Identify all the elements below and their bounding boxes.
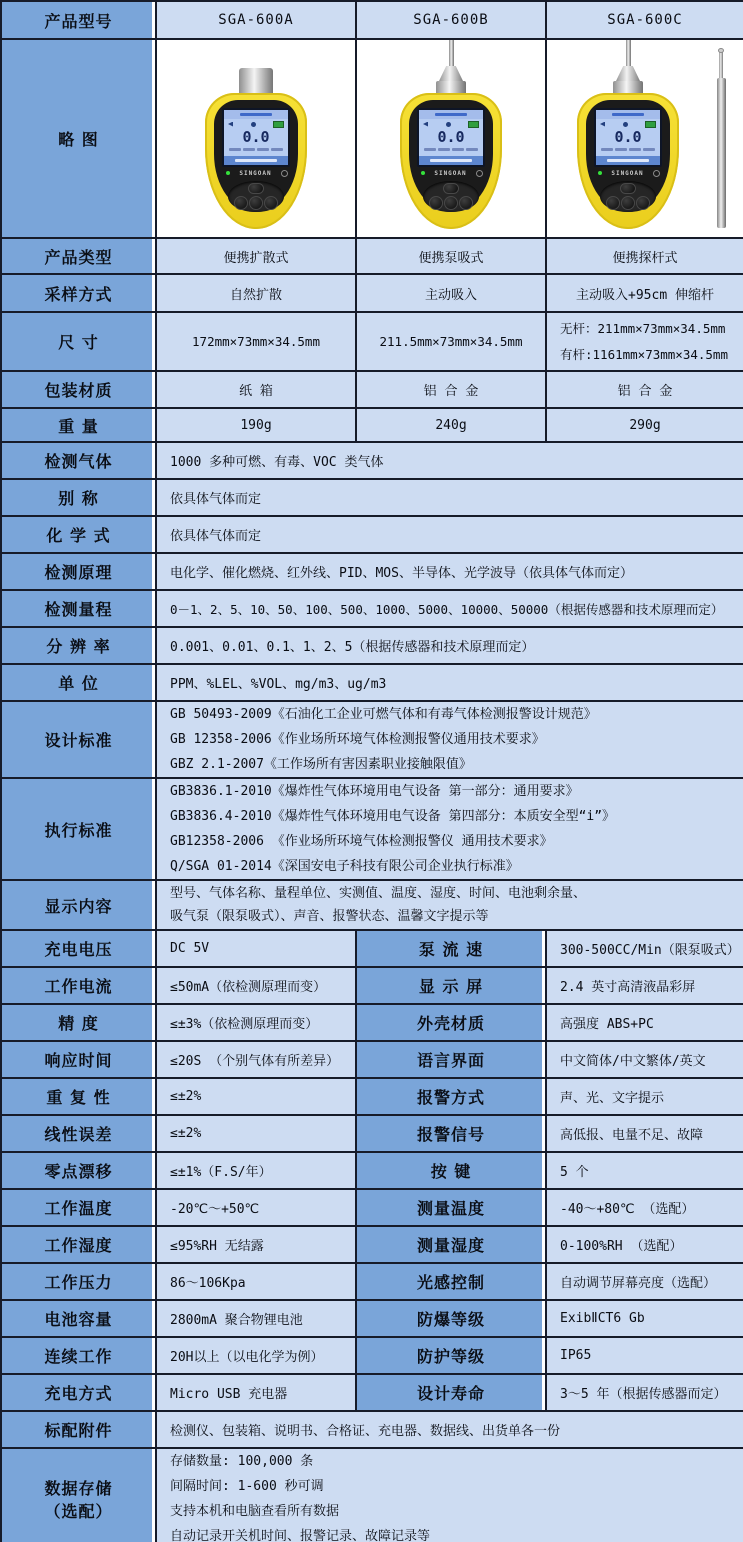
value-weight-c: 290g [546,408,743,442]
device-a-wrap [157,40,355,237]
device-b-wrap [357,40,545,237]
value-alarm-method: 声、光、文字提示 [546,1078,743,1115]
menu-button-icon [443,183,459,194]
value-sampling-c: 主动吸入+95cm 伸缩杆 [546,274,743,312]
model-name-sga-600a: SGA-600A [156,1,356,39]
table-row [1,1263,743,1300]
label-detection-principle: 检测原理 [1,553,156,590]
label-product-type: 产品类型 [1,238,156,274]
value-measure-temperature: -40～+80℃ （选配） [546,1189,743,1226]
label-linearity-error: 线性误差 [1,1115,156,1152]
value-protection-grade: IP65 [546,1337,743,1374]
lcd-screen [594,108,662,167]
right-button-icon [636,196,650,210]
value-exec-standard [156,778,743,880]
dimensions-c-line2: 有杆:1161mm×73mm×34.5mm [560,346,728,362]
label-measure-humidity: 测量湿度 [356,1226,546,1263]
value-packing-c: 铝 合 金 [546,371,743,408]
data-storage-line: 支持本机和电脑查看所有数据 [170,1504,340,1519]
exec-standard-line: Q/SGA 01-2014《深国安电子科技有限公司企业执行标准》 [170,859,519,874]
label-design-standard: 设计标准 [1,701,156,778]
design-standard-line: GB 12358-2006《作业场所环境气体检测报警仪通用技术要求》 [170,732,545,747]
data-storage-line: 存储数量: 100,000 条 [170,1454,314,1469]
table-row [1,1078,743,1115]
enter-button-icon [249,196,263,210]
left-button-icon [606,196,620,210]
label-buttons: 按 键 [356,1152,546,1189]
value-alias: 依具体气体而定 [156,479,743,516]
value-repeatability: ≤±2% [156,1078,356,1115]
label-data-storage [1,1448,156,1542]
label-alias: 别 称 [1,479,156,516]
table-row [1,1,743,39]
power-icon [476,170,483,177]
exec-standard-line: GB3836.1-2010《爆炸性气体环境用电气设备 第一部分：通用要求》 [170,784,579,799]
table-row [1,274,743,312]
display-content-line: 型号、气体名称、量程单位、实测值、温度、湿度、时间、电池剩余量、 [170,886,587,901]
battery-icon [273,121,284,128]
battery-icon [468,121,479,128]
value-working-pressure: 86～106Kpa [156,1263,356,1300]
power-icon [653,170,660,177]
value-data-storage [156,1448,743,1542]
exec-standard-line: GB3836.4-2010《爆炸性气体环境用电气设备 第四部分：本质安全型“i”》 [170,809,616,824]
table-row [1,590,743,627]
label-working-current: 工作电流 [1,967,156,1004]
table-row [1,371,743,408]
value-working-temperature: -20℃～+50℃ [156,1189,356,1226]
value-design-standard [156,701,743,778]
label-continuous-work: 连续工作 [1,1337,156,1374]
value-charging-method: Micro USB 充电器 [156,1374,356,1411]
display-content-line: 吸气泵（限泵吸式）、声音、报警状态、温馨文字提示等 [170,909,489,924]
value-zero-drift: ≤±1%（F.S/年） [156,1152,356,1189]
device-c-wrap [547,40,743,237]
table-row [1,1152,743,1189]
keypad [423,181,479,212]
table-row [1,1448,743,1542]
value-display-screen: 2.4 英寸高清液晶彩屏 [546,967,743,1004]
value-design-life: 3～5 年（根据传感器而定） [546,1374,743,1411]
value-accessories: 检测仪、包装箱、说明书、合格证、充电器、数据线、出货单各一份 [156,1411,743,1448]
data-storage-label-line2: （选配） [44,1502,113,1521]
speaker-icon [423,122,428,127]
exec-standard-line: GB12358-2006 《作业场所环境气体检测报警仪 通用技术要求》 [170,834,553,849]
table-row [1,664,743,701]
right-button-icon [459,196,473,210]
label-charging-method: 充电方式 [1,1374,156,1411]
value-alarm-signal: 高低报、电量不足、故障 [546,1115,743,1152]
dimensions-c-line1: 无杆：211mm×73mm×34.5mm [560,320,726,336]
value-working-humidity: ≤95%RH 无结露 [156,1226,356,1263]
device-body [205,93,307,229]
table-row [1,408,743,442]
value-dimensions-c [546,312,743,371]
table-row [1,1189,743,1226]
probe-cone-icon [439,66,463,81]
label-charge-voltage: 充电电压 [1,930,156,967]
value-measure-humidity: 0-100%RH （选配） [546,1226,743,1263]
value-sampling-b: 主动吸入 [356,274,546,312]
table-row [1,1337,743,1374]
label-working-temperature: 工作温度 [1,1189,156,1226]
data-storage-label-line1: 数据存储 [44,1479,113,1498]
label-measure-temperature: 测量温度 [356,1189,546,1226]
value-resolution: 0.001、0.01、0.1、1、2、5（根据传感器和技术原理而定） [156,627,743,664]
table-row [1,516,743,553]
table-row [1,1041,743,1078]
header-product-model-label: 产品型号 [1,1,156,39]
device-image-sga-600a [156,39,356,238]
value-detected-gas: 1000 多种可燃、有毒、VOC 类气体 [156,442,743,479]
table-row [1,479,743,516]
value-battery-capacity: 2800mA 聚合物锂电池 [156,1300,356,1337]
value-language: 中文简体/中文繁体/英文 [546,1041,743,1078]
table-row [1,553,743,590]
table-row [1,930,743,967]
value-explosion-proof: ExibⅡCT6 Gb [546,1300,743,1337]
device-image-sga-600c [546,39,743,238]
table-row [1,967,743,1004]
value-weight-b: 240g [356,408,546,442]
table-row [1,1115,743,1152]
label-shell-material: 外壳材质 [356,1004,546,1041]
device-image-sga-600b [356,39,546,238]
label-display-screen: 显 示 屏 [356,967,546,1004]
table-row [1,1004,743,1041]
value-detection-principle: 电化学、催化燃烧、红外线、PID、MOS、半导体、光学波导（依具体气体而定） [156,553,743,590]
label-language: 语言界面 [356,1041,546,1078]
value-display-content [156,880,743,930]
label-detection-range: 检测量程 [1,590,156,627]
value-working-current: ≤50mA（依检测原理而变） [156,967,356,1004]
value-product-type-a: 便携扩散式 [156,238,356,274]
label-working-humidity: 工作湿度 [1,1226,156,1263]
value-sampling-a: 自然扩散 [156,274,356,312]
value-linearity-error: ≤±2% [156,1115,356,1152]
keypad [600,181,656,212]
value-chemical-formula: 依具体气体而定 [156,516,743,553]
right-button-icon [264,196,278,210]
device-body [577,93,679,229]
lcd-screen [417,108,485,167]
brand-label: SINGOAN [434,169,467,177]
value-weight-a: 190g [156,408,356,442]
label-alarm-signal: 报警信号 [356,1115,546,1152]
label-working-pressure: 工作压力 [1,1263,156,1300]
label-packing-material: 包装材质 [1,371,156,408]
value-charge-voltage: DC 5V [156,930,356,967]
speaker-icon [600,122,605,127]
fan-icon [446,122,451,127]
left-button-icon [429,196,443,210]
value-detection-range: 0－1、2、5、10、50、100、500、1000、5000、10000、50000（根据传感器和技术原理而定） [156,590,743,627]
left-button-icon [234,196,248,210]
menu-button-icon [620,183,636,194]
model-name-sga-600b: SGA-600B [356,1,546,39]
table-row [1,627,743,664]
value-pump-flow: 300-500CC/Min（限泵吸式） [546,930,743,967]
value-packing-a: 纸 箱 [156,371,356,408]
label-battery-capacity: 电池容量 [1,1300,156,1337]
table-row [1,39,743,238]
table-row [1,442,743,479]
label-repeatability: 重 复 性 [1,1078,156,1115]
value-light-control: 自动调节屏幕亮度（选配） [546,1263,743,1300]
value-accuracy: ≤±3%（依检测原理而变） [156,1004,356,1041]
table-row [1,238,743,274]
screen-value: 0.0 [437,128,465,146]
speaker-icon [228,122,233,127]
design-standard-line: GBZ 2.1-2007《工作场所有害因素职业接触限值》 [170,757,472,772]
value-response-time: ≤20S （个别气体有所差异） [156,1041,356,1078]
label-display-content: 显示内容 [1,880,156,930]
menu-button-icon [248,183,264,194]
screen-value: 0.0 [614,128,642,146]
label-explosion-proof: 防爆等级 [356,1300,546,1337]
model-name-sga-600c: SGA-600C [546,1,743,39]
label-accuracy: 精 度 [1,1004,156,1041]
label-detected-gas: 检测气体 [1,442,156,479]
table-row [1,1226,743,1263]
value-product-type-b: 便携泵吸式 [356,238,546,274]
design-standard-line: GB 50493-2009《石油化工企业可燃气体和有毒气体检测报警设计规范》 [170,707,597,722]
label-accessories: 标配附件 [1,1411,156,1448]
table-row [1,312,743,371]
fan-icon [251,122,256,127]
label-protection-grade: 防护等级 [356,1337,546,1374]
label-dimensions: 尺 寸 [1,312,156,371]
value-buttons: 5 个 [546,1152,743,1189]
data-storage-line: 自动记录开关机时间、报警记录、故障记录等 [170,1529,431,1542]
brand-label: SINGOAN [239,169,272,177]
label-light-control: 光感控制 [356,1263,546,1300]
probe-tube-icon [449,39,454,66]
lcd-screen [222,108,290,167]
value-packing-b: 铝 合 金 [356,371,546,408]
label-weight: 重 量 [1,408,156,442]
value-shell-material: 高强度 ABS+PC [546,1004,743,1041]
label-unit: 单 位 [1,664,156,701]
data-storage-line: 间隔时间: 1-600 秒可调 [170,1479,324,1494]
device-body [400,93,502,229]
probe-cone-icon [616,66,640,81]
power-icon [281,170,288,177]
screen-value: 0.0 [242,128,270,146]
label-alarm-method: 报警方式 [356,1078,546,1115]
probe-tube-icon [626,40,631,66]
label-response-time: 响应时间 [1,1041,156,1078]
battery-icon [645,121,656,128]
sketch-label: 略 图 [1,39,156,238]
table-row [1,880,743,930]
table-row [1,701,743,778]
enter-button-icon [621,196,635,210]
label-design-life: 设计寿命 [356,1374,546,1411]
label-pump-flow: 泵 流 速 [356,930,546,967]
keypad [228,181,284,212]
brand-label: SINGOAN [611,169,644,177]
table-row [1,1300,743,1337]
table-row [1,1374,743,1411]
label-exec-standard: 执行标准 [1,778,156,880]
label-resolution: 分 辨 率 [1,627,156,664]
label-zero-drift: 零点漂移 [1,1152,156,1189]
telescopic-rod-icon [717,78,726,228]
label-chemical-formula: 化 学 式 [1,516,156,553]
fan-icon [623,122,628,127]
value-product-type-c: 便携探杆式 [546,238,743,274]
value-dimensions-b: 211.5mm×73mm×34.5mm [356,312,546,371]
enter-button-icon [444,196,458,210]
sensor-cap-icon [239,68,273,95]
table-row [1,778,743,880]
value-dimensions-a: 172mm×73mm×34.5mm [156,312,356,371]
table-row [1,1411,743,1448]
value-continuous-work: 20H以上（以电化学为例） [156,1337,356,1374]
value-unit: PPM、%LEL、%VOL、mg/m3、ug/m3 [156,664,743,701]
label-sampling-method: 采样方式 [1,274,156,312]
